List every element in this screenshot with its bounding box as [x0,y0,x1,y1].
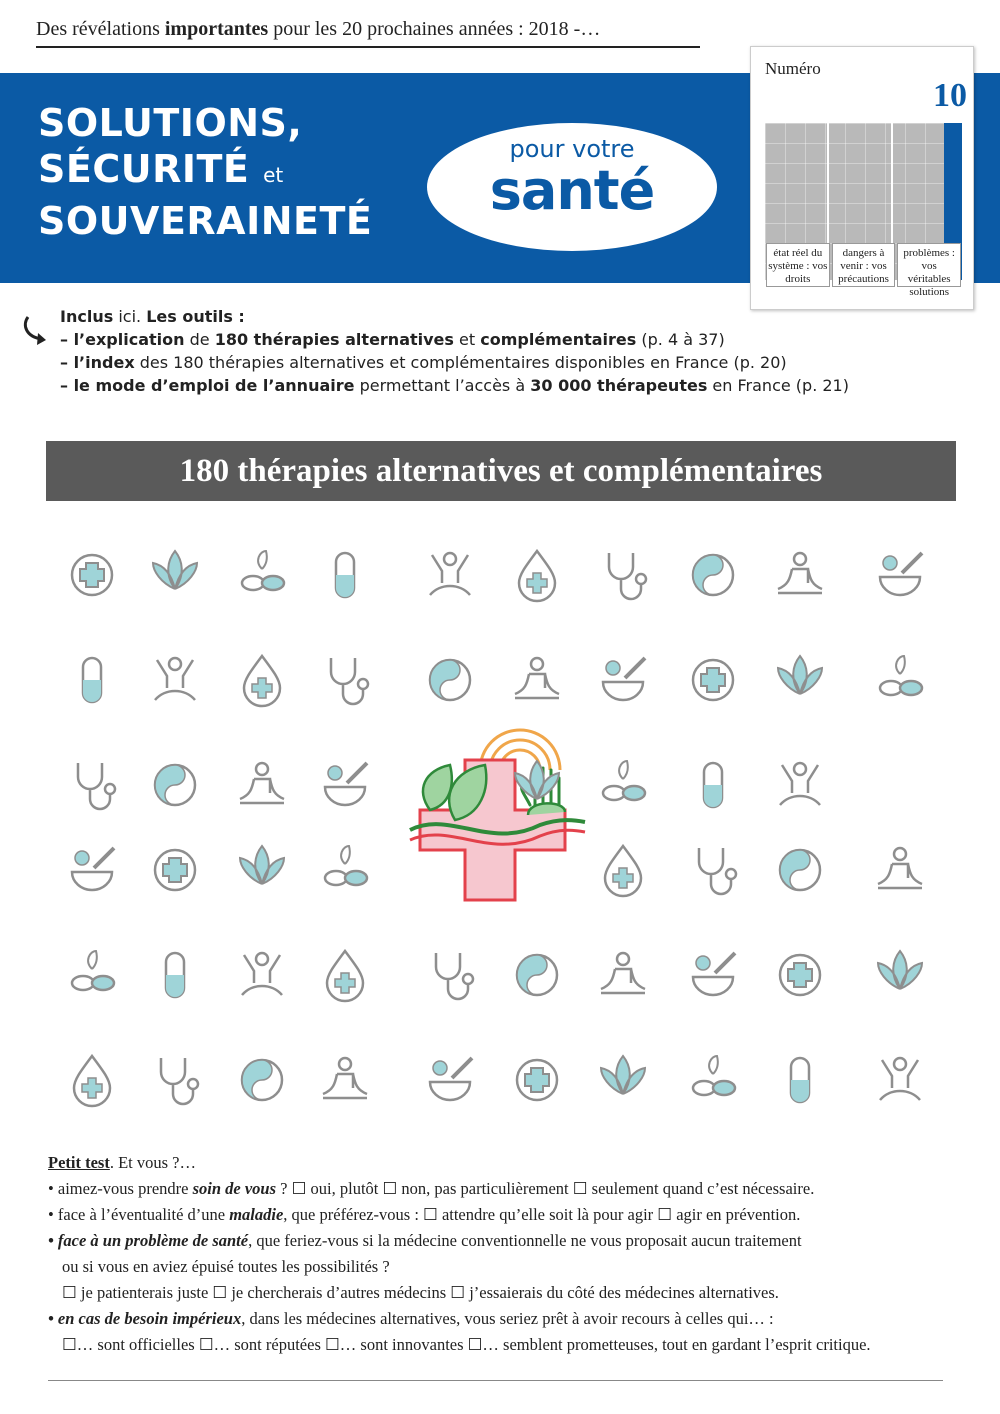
shoulder-massage-icon [693,660,733,700]
center-logo [410,730,585,900]
candle-icon [240,763,284,803]
brand-logo-main: santé [489,159,655,222]
vial-icon [605,846,641,896]
hand-drop-icon [693,1056,735,1095]
tagline: Des révélations importantes pour les 20 prochaines années : 2018 -… [36,18,601,40]
quiz-question-3-line2: ou si vous en aviez épuisé toutes les possibilités ? [62,1257,390,1276]
hand-needle-icon [603,658,645,700]
quiz-question-4[interactable]: • en cas de besoin impérieux, dans les médecines alternatives, vous seriez prêt à avoir recours à celles qui… : [48,1309,774,1328]
pills-leaf-icon [430,553,470,595]
mortar-pestle-icon [878,951,922,989]
title-line-3: SOUVERAINETÉ [38,199,373,243]
drop-cross-icon [519,551,555,601]
apple-icon [436,953,473,999]
issue-caption: problèmes : vos véritables solutions [897,243,961,287]
tea-cup-icon [780,763,820,805]
flower-icon [72,848,114,890]
bath-flowers-icon [155,765,195,805]
title-line-2: SÉCURITÉ et [38,147,284,191]
tools-intro: Inclus ici. Les outils : [60,307,245,326]
hands-heart-icon [880,1058,920,1100]
eye-icon [880,656,922,695]
yoga-icon [778,553,822,593]
quiz-question-3-options[interactable]: ☐ je patienterais juste ☐ je chercherais d’autres médecins ☐ j’essaierais du côté des médecines alternatives. [62,1283,779,1302]
hands-flower-icon [72,951,114,990]
title-line-1: SOLUTIONS, [38,101,303,145]
meditation-icon [609,553,646,599]
tools-item: – le mode d’emploi de l’annuaire permettant l’accès à 30 000 thérapeutes en France (p. 21) [60,376,849,395]
foot-massage-icon [331,658,368,704]
issue-number: 10 [933,77,967,114]
drop-flower-icon [83,658,101,702]
issue-caption: état réel du système : vos droits [766,243,830,287]
legs-needle-icon [325,846,367,885]
jam-jar-icon [323,1058,367,1098]
test-tube-icon [699,848,736,894]
massage-table-icon [515,658,559,698]
oil-burner-icon [78,763,115,809]
yin-yang-icon [880,553,922,595]
mortar-leaves-icon [166,953,184,997]
face-mask-icon [430,660,470,700]
ear-acupuncture-icon [244,656,280,706]
hand-spiral-icon [155,658,195,700]
stethoscope-icon [242,551,284,590]
ampoule-icon [693,953,735,995]
burger-no-icon [601,1056,645,1094]
oil-bottle-icon [704,763,722,807]
syrup-bottle-icon [878,848,922,888]
hand-dots-icon [155,850,195,890]
pills-icon [240,846,284,884]
herbal-cross-icon [72,555,112,595]
petri-dish-icon [780,955,820,995]
juice-glass-icon [327,951,363,1001]
honey-bowl-icon [517,955,557,995]
brand-logo-top: pour votre [509,135,635,163]
quiz-question-1[interactable]: • aimez-vous prendre soin de vous ? ☐ oui, plutôt ☐ non, pas particulièrement ☐ seulement quand c’est nécessaire. [48,1179,815,1198]
stones-icon [603,761,645,800]
frangipani-icon [74,1056,110,1106]
quiz [48,1150,953,1358]
quiz-question-2[interactable]: • face à l’éventualité d’une maladie, que préférez-vous : ☐ attendre qu’elle soit là pour agir ☐ agir en prévention. [48,1205,801,1224]
tools-item: – l’explication de 180 thérapies alternatives et complémentaires (p. 4 à 37) [60,330,725,349]
bee-icon [780,850,820,890]
quiz-question-3[interactable]: • face à un problème de santé, que feriez-vous si la médecine conventionnelle ne vous proposait aucun traitement [48,1231,802,1250]
issue-label: Numéro [765,59,821,78]
capsule-leaf-icon [153,551,197,589]
issue-caption: dangers à venir : vos précautions [832,243,896,287]
tanning-bed-icon [517,1060,557,1100]
honeycomb-icon [161,1058,198,1104]
pill-jar-icon [242,1060,282,1100]
quiz-question-4-options[interactable]: ☐… sont officielles ☐… sont réputées ☐… sont innovantes ☐… semblent prometteuses, tout en gardant l’esprit critique. [62,1335,871,1354]
essential-oil-icon [430,1058,472,1100]
medicine-jar-icon [601,953,645,993]
mortar-flower-icon [336,553,354,597]
bottom-rule [48,1380,943,1381]
tools-item: – l’index des 180 thérapies alternatives et complémentaires disponibles en France (p. 20) [60,353,787,372]
footprints-icon [778,656,822,694]
drop-leaf-icon [325,763,367,805]
section-title: 180 thérapies alternatives et complémentaires [46,441,956,501]
quiz-heading: Petit test. Et vous ?… [48,1153,197,1172]
lotus-icon [693,555,733,595]
woman-drop-icon [791,1058,809,1102]
sauna-icon [242,953,282,995]
